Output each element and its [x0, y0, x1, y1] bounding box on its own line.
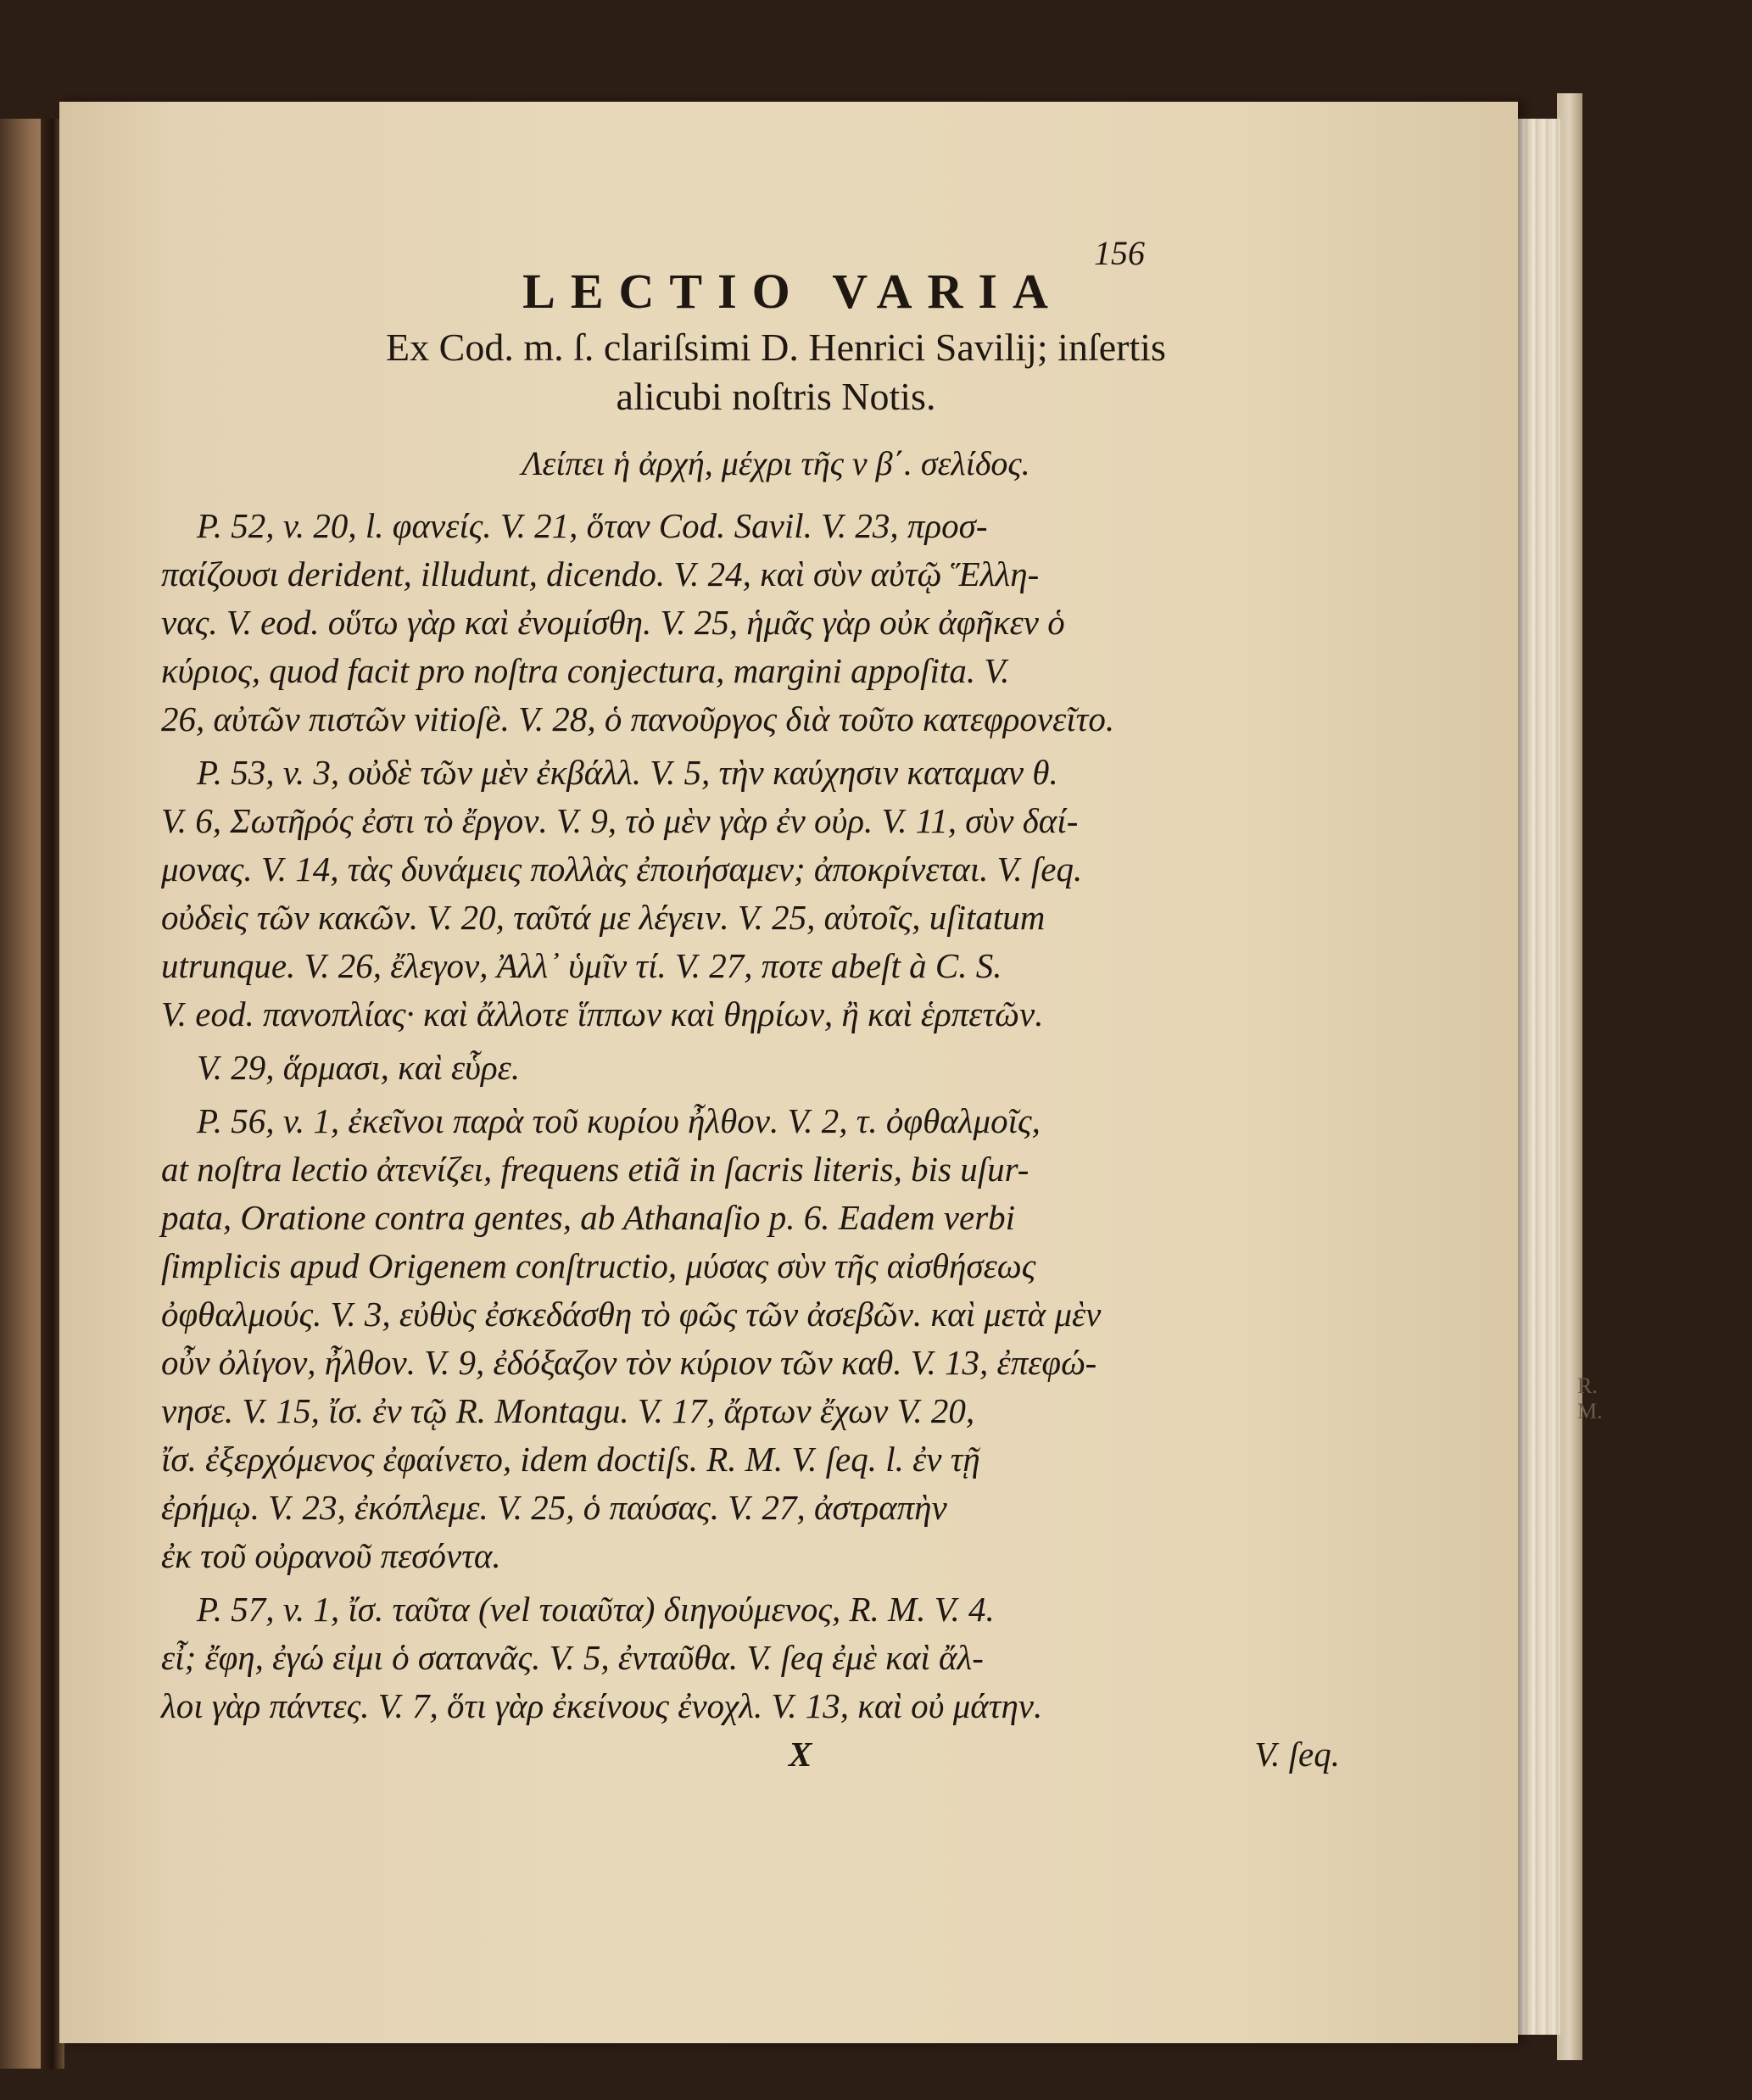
text-line: κύριος, quod facit pro noſtra conjectura, margini appoſita. V. — [161, 651, 1010, 690]
text-line: ἐρήμῳ. V. 23, ἐκόπλεμε. V. 25, ὁ παύσας. V. 27, ἀστραπὴν — [161, 1488, 947, 1527]
text-line: ὀφθαλμούς. V. 3, εὐθὺς ἐσκεδάσθη τὸ φῶς τῶν ἀσεβῶν. καὶ μετὰ μὲν — [161, 1295, 1102, 1334]
text-line: P. 52, v. 20, l. φανείς. V. 21, ὅταν Cod. Savil. V. 23, προσ- — [197, 506, 988, 545]
text-line: at noſtra lectio ἀτενίζει, frequens etiã in ſacris literis, bis uſur- — [161, 1150, 1029, 1189]
text-line: P. 56, v. 1, ἐκεῖνοι παρὰ τοῦ κυρίου ἦλθον. V. 2, τ. ὀφθαλμοῖς, — [197, 1101, 1041, 1140]
show-through-margin-note: R. M. — [1577, 1373, 1603, 1423]
paragraph-p57 — [161, 1585, 1391, 1730]
paragraph-v29 — [161, 1044, 1391, 1092]
cover-edge — [1557, 93, 1582, 2060]
text-line: V. 29, ἅρμασι, καὶ εὗρε. — [197, 1048, 521, 1087]
paragraph-p56 — [161, 1097, 1391, 1580]
text-line: οὐδεὶς τῶν κακῶν. V. 20, ταῦτά με λέγειν. V. 25, αὐτοῖς, uſitatum — [161, 898, 1046, 937]
paragraph-p53 — [161, 749, 1391, 1039]
text-line: νησε. V. 15, ἴσ. ἐν τῷ R. Montagu. V. 17, ἄρτων ἔχων V. 20, — [161, 1391, 975, 1430]
catchline — [161, 1734, 1391, 1785]
signature-mark: X — [789, 1735, 812, 1774]
text-line: pata, Oratione contra gentes, ab Athanaſio p. 6. Eadem verbi — [161, 1198, 1016, 1237]
text-line: ſimplicis apud Origenem conſtructio, μύσας σὺν τῆς αἰσθήσεως — [161, 1246, 1036, 1285]
text-line: παίζουσι derident, illudunt, dicendo. V. 24, καὶ σὺν αὐτῷ Ἕλλη- — [161, 554, 1040, 593]
text-line: εἶ; ἔφη, ἐγώ εἰμι ὁ σατανᾶς. V. 5, ἐνταῦθα. V. ſeq ἐμὲ καὶ ἄλ- — [161, 1638, 984, 1677]
text-line: 26, αὐτῶν πιστῶν vitioſè. V. 28, ὁ πανοῦργος διὰ τοῦτο κατεφρονεῖτο. — [161, 699, 1115, 738]
subtitle-line: Ex Cod. m. ſ. clariſsimi D. Henrici Savilij; inſertis — [386, 326, 1166, 369]
text-line: ἴσ. ἐξερχόμενος ἐφαίνετο, idem doctiſs. R. M. V. ſeq. l. ἐν τῇ — [161, 1440, 980, 1479]
text-line: λοι γὰρ πάντες. V. 7, ὅτι γὰρ ἐκείνους ἐνοχλ. V. 13, καὶ οὐ μάτην. — [161, 1686, 1043, 1725]
subtitle-line: alicubi noſtris Notis. — [616, 375, 936, 418]
paragraph-p52 — [161, 502, 1391, 744]
text-line: P. 57, v. 1, ἴσ. ταῦτα (vel τοιαῦτα) διηγούμενος, R. M. V. 4. — [197, 1590, 995, 1629]
text-line: V. eod. πανοπλίας· καὶ ἄλλοτε ἵππων καὶ θηρίων, ἢ καὶ ἑρπετῶν. — [161, 994, 1044, 1033]
text-line: ἐκ τοῦ οὐρανοῦ πεσόντα. — [161, 1536, 501, 1575]
text-line: P. 53, v. 3, οὐδὲ τῶν μὲν ἐκβάλλ. V. 5, τὴν καύχησιν καταμαν θ. — [197, 753, 1058, 792]
page-number: 156 — [1094, 234, 1145, 272]
catchword: V. ſeq. — [1254, 1735, 1340, 1774]
page-title: LECTIO VARIA — [522, 264, 1063, 319]
page-content — [161, 229, 1391, 1785]
greek-heading: Λείπει ἡ ἀρχή, μέχρι τῆς ν β΄. σελίδος. — [522, 444, 1030, 482]
text-line: μονας. V. 14, τὰς δυνάμεις πολλὰς ἐποιήσαμεν; ἀποκρίνεται. V. ſeq. — [161, 849, 1083, 888]
text-line: V. 6, Σωτῆρός ἐστι τὸ ἔργον. V. 9, τὸ μὲν γὰρ ἐν οὐρ. V. 11, σὺν δαί- — [161, 801, 1079, 840]
text-line: utrunque. V. 26, ἔλεγον, Ἀλλ᾽ ὑμῖν τί. V. 27, ποτε abeſt à C. S. — [161, 946, 1002, 985]
subtitle — [161, 323, 1391, 421]
text-line: νας. V. eod. οὕτω γὰρ καὶ ἐνομίσθη. V. 25, ἡμᾶς γὰρ οὐκ ἀφῆκεν ὁ — [161, 603, 1065, 642]
text-line: οὖν ὀλίγον, ἦλθον. V. 9, ἐδόξαζον τὸν κύριον τῶν καθ. V. 13, ἐπεφώ- — [161, 1343, 1097, 1382]
